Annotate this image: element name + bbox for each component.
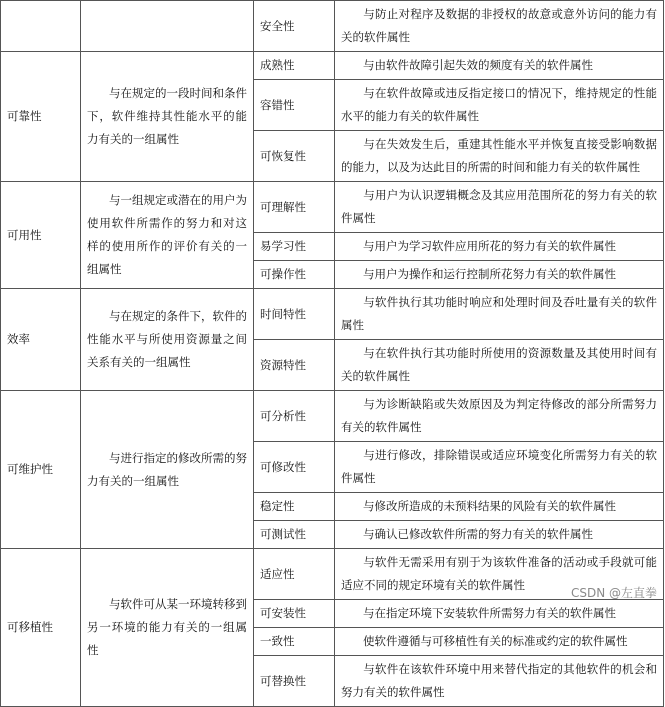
subcharacteristic-desc: 与用户为认识逻辑概念及其应用范围所花的努力有关的软件属性 [335,182,664,233]
category-cell: 可靠性 [1,52,81,182]
table-row [1,52,664,80]
subcharacteristic-desc: 与软件在该软件环境中用来替代指定的其他软件的机会和努力有关的软件属性 [335,656,664,707]
subcharacteristic-desc: 与软件执行其功能时响应和处理时间及吞吐量有关的软件属性 [335,289,664,340]
subcharacteristic-desc: 与修改所造成的未预料结果的风险有关的软件属性 [335,493,664,521]
subcharacteristic-cell: 易学习性 [254,233,335,261]
subcharacteristic-cell: 成熟性 [254,52,335,80]
subcharacteristic-cell: 安全性 [254,1,335,52]
subcharacteristic-desc: 与用户为操作和运行控制所花努力有关的软件属性 [335,261,664,289]
subcharacteristic-desc: 与为诊断缺陷或失效原因及为判定待修改的部分所需努力有关的软件属性 [335,391,664,442]
category-desc: 与进行指定的修改所需的努力有关的一组属性 [81,391,254,549]
subcharacteristic-cell: 适应性 [254,549,335,600]
subcharacteristic-cell: 可修改性 [254,442,335,493]
category-desc: 与软件可从某一环境转移到另一环境的能力有关的一组属性 [81,549,254,707]
subcharacteristic-desc: 与在指定环境下安装软件所需努力有关的软件属性 [335,600,664,628]
table-row [1,289,664,340]
category-cell: 可用性 [1,182,81,289]
subcharacteristic-cell: 可恢复性 [254,131,335,182]
table-row [1,182,664,233]
subcharacteristic-cell: 可操作性 [254,261,335,289]
subcharacteristic-desc: 与进行修改，排除错误或适应环境变化所需努力有关的软件属性 [335,442,664,493]
subcharacteristic-cell: 稳定性 [254,493,335,521]
category-cell: 效率 [1,289,81,391]
watermark: CSDN @左直拳 [570,586,657,600]
subcharacteristic-cell: 可理解性 [254,182,335,233]
subcharacteristic-desc: 与确认已修改软件所需的努力有关的软件属性 [335,521,664,549]
subcharacteristic-cell: 可测试性 [254,521,335,549]
subcharacteristic-desc: 与在软件故障或违反指定接口的情况下，维持规定的性能水平的能力有关的软件属性 [335,80,664,131]
subcharacteristic-cell: 可安装性 [254,600,335,628]
subcharacteristic-desc: 与在失效发生后，重建其性能水平并恢复直接受影响数据的能力，以及为达此目的所需的时间和能力有关的软件属性 [335,131,664,182]
subcharacteristic-cell: 可替换性 [254,656,335,707]
category-desc: 与在规定的一段时间和条件下，软件维持其性能水平的能力有关的一组属性 [81,52,254,182]
subcharacteristic-cell: 时间特性 [254,289,335,340]
category-desc: 与在规定的条件下，软件的性能水平与所使用资源量之间关系有关的一组属性 [81,289,254,391]
subcharacteristic-cell: 可分析性 [254,391,335,442]
subcharacteristic-desc: 与由软件故障引起失效的频度有关的软件属性 [335,52,664,80]
table-row [1,549,664,600]
category-cell: 可维护性 [1,391,81,549]
category-cell-empty [1,1,81,52]
table-row [1,1,664,52]
subcharacteristic-desc: 与在软件执行其功能时所使用的资源数量及其使用时间有关的软件属性 [335,340,664,391]
subcharacteristic-desc: 与用户为学习软件应用所花的努力有关的软件属性 [335,233,664,261]
subcharacteristic-cell: 资源特性 [254,340,335,391]
subcharacteristic-desc: 与防止对程序及数据的非授权的故意或意外访问的能力有关的软件属性 [335,1,664,52]
subcharacteristic-cell: 一致性 [254,628,335,656]
table-row [1,391,664,442]
category-cell: 可移植性 [1,549,81,707]
subcharacteristic-desc: 使软件遵循与可移植性有关的标准或约定的软件属性 [335,628,664,656]
subcharacteristic-cell: 容错性 [254,80,335,131]
subcharacteristic-desc: 与软件无需采用有别于为该软件准备的活动或手段就可能适应不同的规定环境有关的软件属性 [335,549,664,600]
category-desc-cell-empty [81,1,254,52]
category-desc: 与一组规定或潜在的用户为使用软件所需作的努力和对这样的使用所作的评价有关的一组属性 [81,182,254,289]
